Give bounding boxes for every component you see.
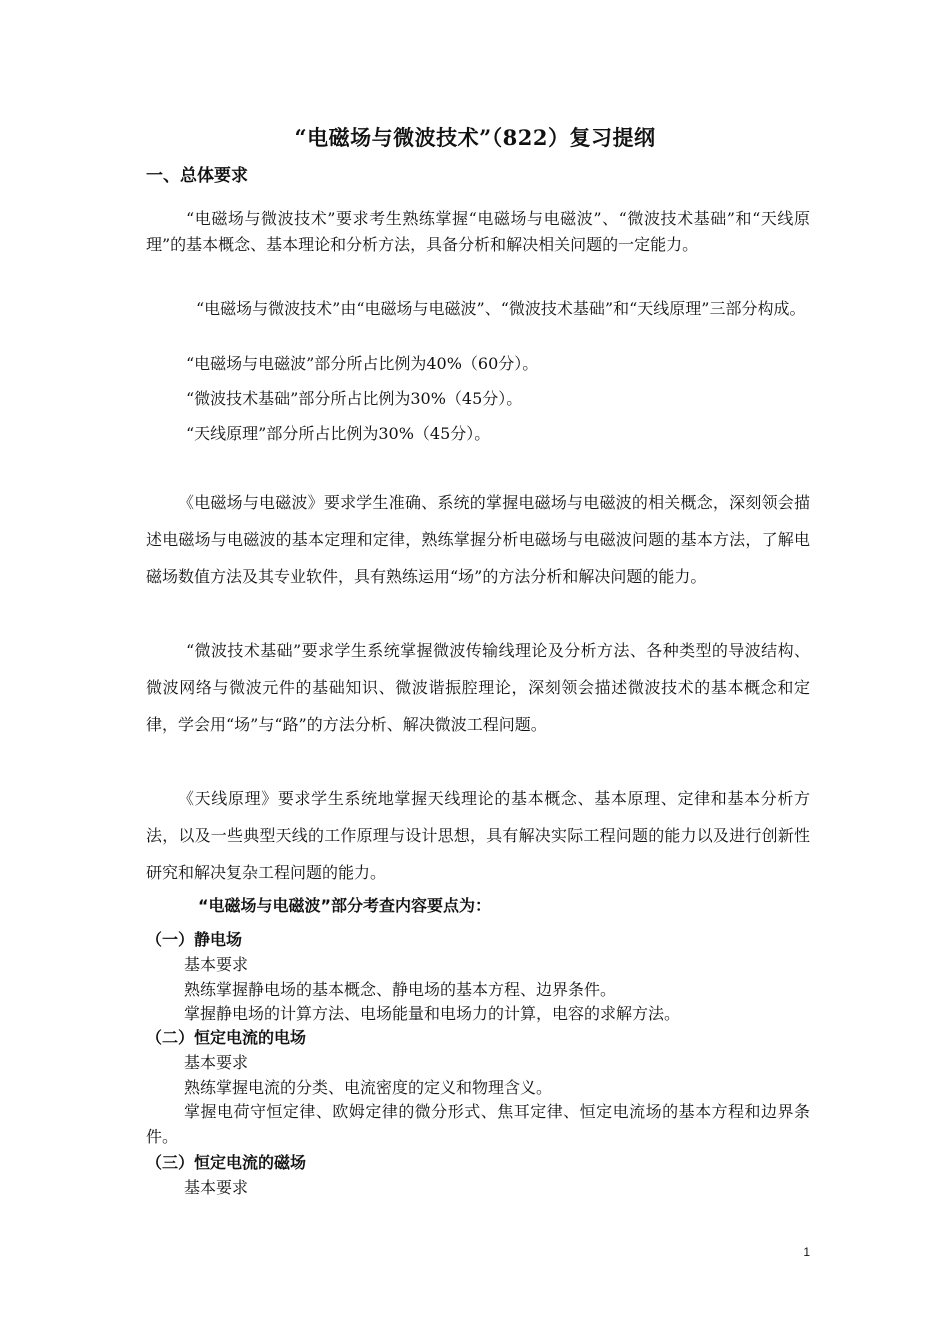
requirement-label: 基本要求 — [184, 955, 249, 974]
requirement-item: 熟练掌握静电场的基本概念、静电场的基本方程、边界条件。 — [184, 980, 617, 999]
requirement-item: 掌握静电场的计算方法、电场能量和电场力的计算，电容的求解方法。 — [184, 1004, 681, 1023]
paragraph-antenna-requirements: 《天线原理》要求学生系统地掌握天线理论的基本概念、基本原理、定律和基本分析方法，以及一些典型天线的工作原理与设计思想，具有解决实际工程问题的能力以及进行创新性研究和解决复杂工程问题的能力。 — [146, 789, 810, 882]
ratio-line-antenna: “天线原理”部分所占比例为30%（45分）。 — [186, 424, 491, 443]
requirement-item: 熟练掌握电流的分类、电流密度的定义和物理含义。 — [184, 1078, 553, 1097]
ratio-line-em-waves: “电磁场与电磁波”部分所占比例为40%（60分）。 — [186, 354, 539, 373]
subsection-heading-steady-current-field: （二）恒定电流的电场 — [146, 1028, 307, 1047]
subsection-heading-steady-magnetic-field: （三）恒定电流的磁场 — [146, 1153, 307, 1172]
requirement-label: 基本要求 — [184, 1178, 249, 1197]
requirement-label: 基本要求 — [184, 1053, 249, 1072]
paragraph-overview: “电磁场与微波技术”要求考生熟练掌握“电磁场与电磁波”、“微波技术基础”和“天线原理”的基本概念、基本理论和分析方法，具备分析和解决相关问题的一定能力。 — [146, 209, 810, 254]
focus-heading: “电磁场与电磁波”部分考查内容要点为： — [198, 896, 492, 915]
paragraph-composition: “电磁场与微波技术”由“电磁场与电磁波”、“微波技术基础”和“天线原理”三部分构成。 — [196, 299, 806, 318]
paragraph-microwave-requirements: “微波技术基础”要求学生系统掌握微波传输线理论及分析方法、各种类型的导波结构、微波网络与微波元件的基础知识、微波谐振腔理论，深刻领会描述微波技术的基本概念和定律，学会用“场”与“路”的方法分析、解决微波工程问题。 — [146, 641, 810, 734]
requirement-item: 掌握电荷守恒定律、欧姆定律的微分形式、焦耳定律、恒定电流场的基本方程和边界条件。 — [146, 1102, 810, 1146]
ratio-line-microwave: “微波技术基础”部分所占比例为30%（45分）。 — [186, 389, 523, 408]
document-title: “电磁场与微波技术”（822）复习提纲 — [294, 125, 656, 150]
section-heading-general-requirements: 一、总体要求 — [146, 166, 248, 186]
subsection-heading-electrostatics: （一）静电场 — [146, 930, 243, 949]
page-number: 1 — [803, 1245, 810, 1259]
paragraph-em-waves-requirements: 《电磁场与电磁波》要求学生准确、系统的掌握电磁场与电磁波的相关概念，深刻领会描述电磁场与电磁波的基本定理和定律，熟练掌握分析电磁场与电磁波问题的基本方法，了解电磁场数值方法及其专业软件，具有熟练运用“场”的方法分析和解决问题的能力。 — [146, 493, 810, 586]
